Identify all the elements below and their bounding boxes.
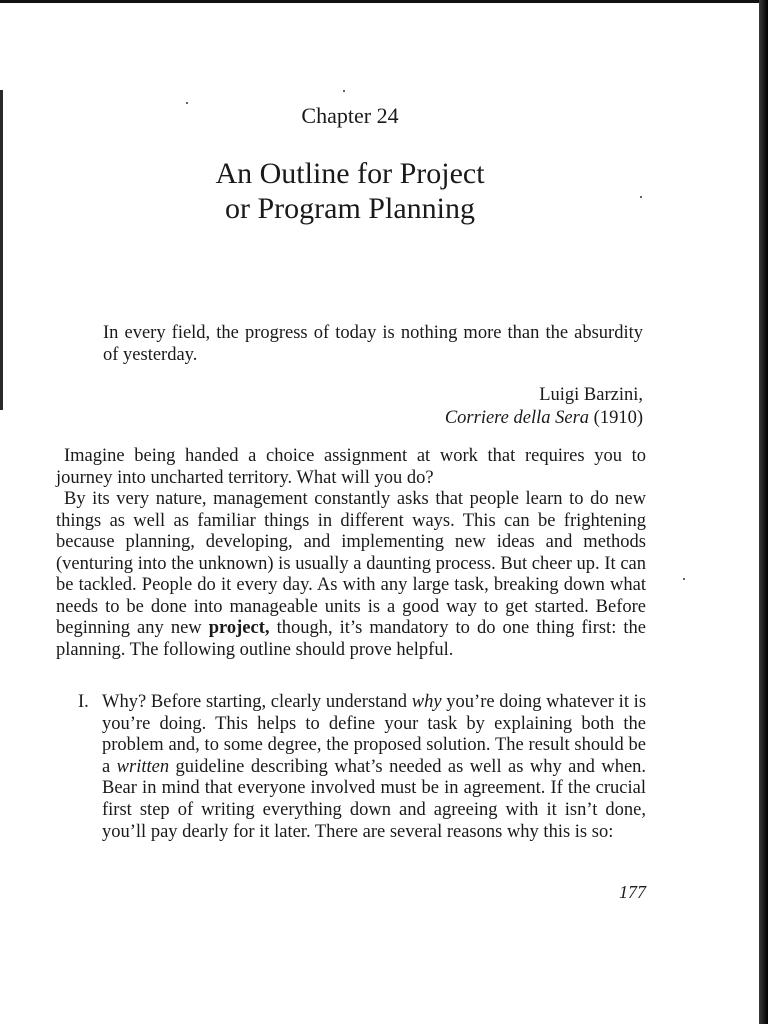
scan-speck: [683, 578, 685, 580]
paragraph-1: Imagine being handed a choice assignment at work that requires you to journey into uncharted territory. What will you do?: [56, 446, 646, 488]
list-item-emphasis-written: written: [116, 756, 170, 777]
epigraph-author: Luigi Barzini,: [539, 385, 643, 405]
outline-list: [56, 692, 646, 843]
list-item-emphasis-why: why: [411, 692, 442, 712]
list-item-text-end: guideline describing what’s needed as well as why and when. Bear in mind that everyone involved must be in agreement. If the crucial first step of writing everything down and agreeing with it isn’t done, you’ll pay dearly for it later. There are several reasons why this is so:: [102, 756, 647, 842]
scan-speck: [640, 196, 642, 198]
chapter-title: [150, 156, 550, 226]
paragraph-2-bold-term: project,: [208, 618, 270, 638]
epigraph-source-title: Corriere della Sera: [444, 408, 590, 428]
paragraph-2-start: By its very nature, management constantly asks that people learn to do new things as well as familiar things in different ways. This can be frightening because planning, developing, and implementing new ideas and methods (venturing into the unknown) is usually a daunting process. But cheer up. It can be tackled. People do it every day. As with any large task, breaking down what needs to be done into manageable units is a good way to get started. Before beginning any new: [56, 489, 646, 638]
chapter-title-line-2: or Program Planning: [225, 192, 475, 225]
list-item-text-mid: you’re doing whatever it is you’re doing. This helps to define your task by explaining both the problem and, to some degree, the proposed solution. The result should be a: [102, 692, 647, 777]
scan-edge-right: [759, 0, 768, 1024]
chapter-title-line-1: An Outline for Project: [215, 157, 485, 190]
list-marker: I.: [78, 692, 89, 712]
scan-speck: [186, 102, 188, 104]
scan-edge-top: [0, 0, 768, 3]
page-number: 177: [619, 882, 646, 902]
list-item: [56, 692, 646, 843]
scan-speck: [343, 90, 345, 92]
list-item-text-start: Why? Before starting, clearly understand: [102, 692, 408, 712]
epigraph-source-year: (1910): [593, 408, 643, 428]
scan-edge-left: [0, 90, 3, 410]
epigraph-quote: In every field, the progress of today is nothing more than the absurdity of yesterday.: [103, 323, 643, 365]
paragraph-2-end: though, it’s mandatory to do one thing first: the planning. The following outline should prove helpful.: [56, 618, 646, 660]
epigraph-source: [340, 407, 643, 430]
body-text: [56, 446, 646, 661]
chapter-label: Chapter 24: [301, 103, 399, 128]
paragraph-2: [56, 489, 646, 661]
epigraph-attribution: [340, 384, 643, 430]
